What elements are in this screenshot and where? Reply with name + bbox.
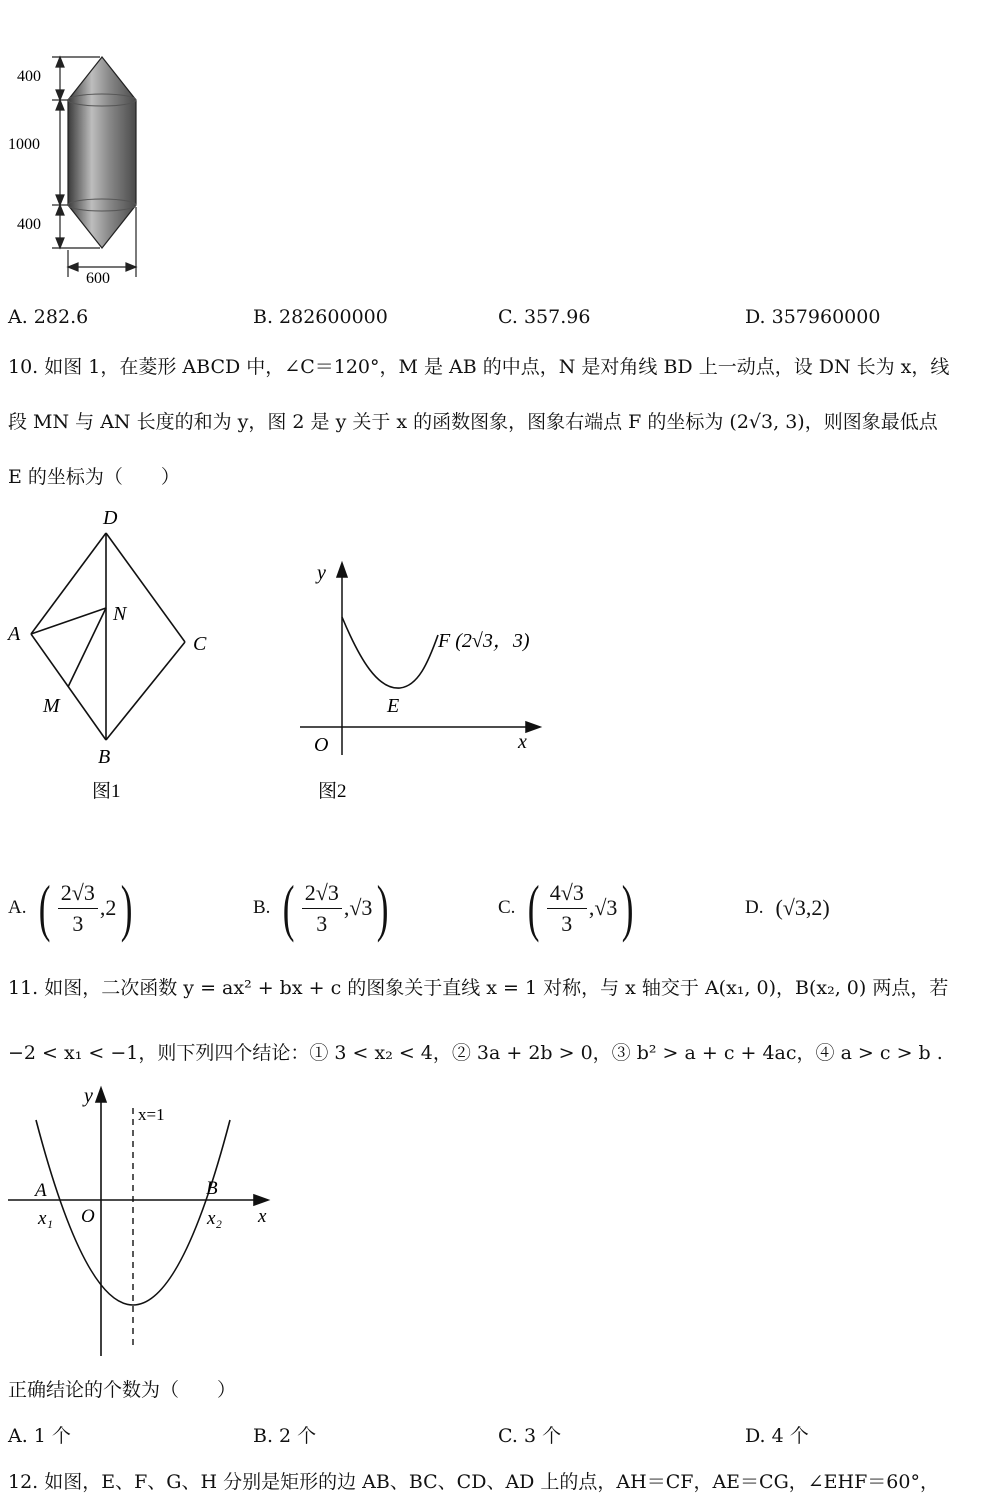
q12-line-1: 12. 如图，E、F、G、H 分别是矩形的边 AB、BC、CD、AD 上的点，AH＝CF，AE＝CG，∠EHF＝60°， xyxy=(8,1471,939,1493)
q11-question: 正确结论的个数为（ ） xyxy=(8,1379,237,1401)
fig2-label-o: O xyxy=(314,734,329,756)
q10-line-3: E 的坐标为（ ） xyxy=(8,466,180,488)
q10-option-d-text: (√3,2) xyxy=(775,895,830,920)
q11-option-d: D. 4 个 xyxy=(745,1425,809,1447)
left-paren: ( xyxy=(39,872,52,943)
q10-option-b-letter: B. xyxy=(253,897,271,918)
q10-option-a-num: 2√3 xyxy=(58,878,98,909)
q10-option-a-fraction xyxy=(58,878,98,939)
tank-figure xyxy=(0,45,160,290)
fig2-label-f: F (2√3，3) xyxy=(438,630,530,652)
q11-fig-label-x1: x₁ xyxy=(38,1208,54,1229)
fig2-label-x: x xyxy=(518,731,527,753)
q11-fig-label-b: B xyxy=(206,1178,218,1199)
q11-fig-label-a: A xyxy=(35,1180,47,1201)
q10-option-c-tail: ,√3 xyxy=(588,895,618,920)
q10-option-a xyxy=(8,868,138,948)
q9-option-c: C. 357.96 xyxy=(498,306,591,328)
q10-line-2: 段 MN 与 AN 长度的和为 y，图 2 是 y 关于 x 的函数图象，图象右端点 F 的坐标为 (2√3, 3)，则图象最低点 xyxy=(8,411,938,433)
fig1-label-c: C xyxy=(193,633,207,655)
fig1-label-m: M xyxy=(43,695,60,717)
q11-line-2: −2 < x₁ < −1，则下列四个结论：① 3 < x₂ < 4，② 3a + 2b > 0，③ b² > a + c + 4ac，④ a > c > b . xyxy=(8,1042,943,1064)
q10-option-b xyxy=(253,868,394,948)
q10-option-a-tail: ,2 xyxy=(99,895,117,920)
fig1-label-d: D xyxy=(103,507,118,529)
fig1-caption: 图1 xyxy=(92,781,121,802)
q9-option-a: A. 282.6 xyxy=(8,306,89,328)
tank-label-top: 400 xyxy=(17,68,41,85)
q10-option-b-num: 2√3 xyxy=(302,878,342,909)
fig2-label-e: E xyxy=(387,695,400,717)
q11-option-c: C. 3 个 xyxy=(498,1425,562,1447)
q11-fig-label-y: y xyxy=(84,1085,93,1107)
q10-option-d-letter: D. xyxy=(745,897,764,918)
q11-fig-label-x: x xyxy=(258,1206,267,1227)
q10-option-b-tail: ,√3 xyxy=(343,895,373,920)
q11-option-b: B. 2 个 xyxy=(253,1425,317,1447)
q10-option-b-den: 3 xyxy=(316,910,328,936)
q10-option-c-num: 4√3 xyxy=(547,878,587,909)
right-paren: ) xyxy=(121,872,133,943)
tank-label-mid: 1000 xyxy=(8,136,40,153)
q10-line-1: 10. 如图 1，在菱形 ABCD 中，∠C＝120°，M 是 AB 的中点，N 是对角线 BD 上一动点，设 DN 长为 x，线 xyxy=(8,356,950,378)
q10-option-d xyxy=(745,868,830,948)
fig2-curve xyxy=(342,617,438,688)
q11-fig-label-axis: x=1 xyxy=(138,1105,165,1124)
q10-option-a-letter: A. xyxy=(8,897,27,918)
q11-line-1: 11. 如图，二次函数 y = ax² + bx + c 的图象关于直线 x = 1 对称，与 x 轴交于 A(x₁, 0)，B(x₂, 0) 两点，若 xyxy=(8,977,949,999)
q11-option-a: A. 1 个 xyxy=(8,1425,71,1447)
q10-figure-1 xyxy=(0,500,230,810)
right-paren: ) xyxy=(377,872,389,943)
q10-option-b-fraction xyxy=(302,878,342,939)
tank-label-width: 600 xyxy=(86,270,110,287)
q11-parabola-figure xyxy=(0,1080,285,1360)
q10-option-c-letter: C. xyxy=(498,897,516,918)
right-paren: ) xyxy=(622,872,634,943)
q11-fig-label-x2: x₂ xyxy=(207,1208,223,1229)
fig1-label-a: A xyxy=(8,623,21,645)
left-paren: ( xyxy=(528,872,540,943)
tank-body xyxy=(68,57,136,248)
q10-figure-2 xyxy=(290,555,560,810)
q9-option-b: B. 282600000 xyxy=(253,306,388,328)
q11-fig-label-o: O xyxy=(81,1206,95,1227)
q10-option-c-fraction xyxy=(547,878,587,939)
q10-option-c xyxy=(498,868,639,948)
q10-option-c-den: 3 xyxy=(561,910,573,936)
tank-label-bot: 400 xyxy=(17,216,41,233)
q10-option-a-den: 3 xyxy=(72,910,84,936)
q9-option-d: D. 357960000 xyxy=(745,306,881,328)
fig2-caption: 图2 xyxy=(318,781,347,802)
fig1-label-n: N xyxy=(113,603,127,625)
fig1-label-b: B xyxy=(98,746,111,768)
fig2-label-y: y xyxy=(317,562,326,584)
left-paren: ( xyxy=(283,872,295,943)
